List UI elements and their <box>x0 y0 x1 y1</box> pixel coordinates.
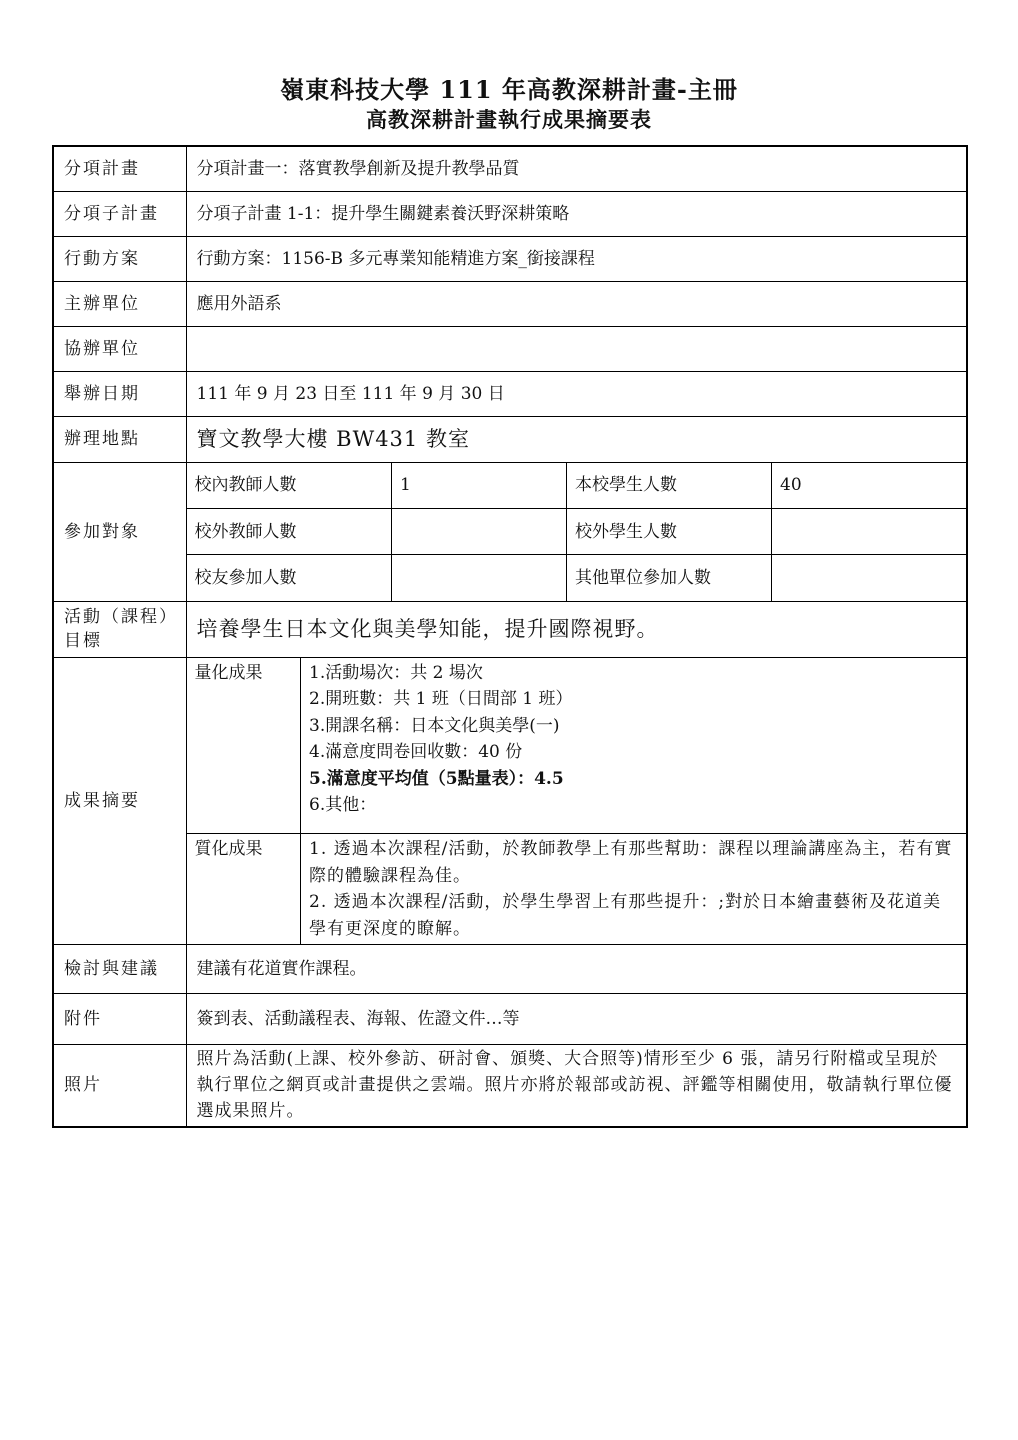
label-location: 辦理地點 <box>53 416 186 462</box>
label-objective: 活動（課程）目標 <box>53 601 186 657</box>
qual-item: 1. 透過本次課程/活動，於教師教學上有那些幫助：課程以理論講座為主，若有實際的體驗課程為佳。 <box>309 839 953 886</box>
value-location: 寶文教學大樓 BW431 教室 <box>186 416 967 462</box>
participants-row <box>187 509 968 555</box>
quant-item: 3.開課名稱：日本文化與美學(一) <box>309 715 560 736</box>
quant-label: 量化成果 <box>187 658 301 834</box>
participant-value <box>392 509 567 555</box>
results-grid <box>187 658 967 944</box>
label-participants: 參加對象 <box>53 462 186 601</box>
label-sub-plan: 分項計畫 <box>53 146 186 191</box>
row-location <box>53 416 967 462</box>
row-review <box>53 944 967 993</box>
row-objective <box>53 601 967 657</box>
label-organizer: 主辦單位 <box>53 281 186 326</box>
qual-list <box>301 834 967 944</box>
value-attachment: 簽到表、活動議程表、海報、佐證文件…等 <box>186 993 967 1044</box>
participant-key: 校外學生人數 <box>567 509 772 555</box>
participants-grid-cell <box>186 462 967 601</box>
document-title: 嶺東科技大學 111 年高教深耕計畫-主冊 <box>280 75 738 104</box>
participant-key: 校內教師人數 <box>187 463 392 509</box>
value-action-plan: 行動方案：1156-B 多元專業知能精進方案_銜接課程 <box>186 236 967 281</box>
value-sub-sub-plan: 分項子計畫 1-1：提升學生關鍵素養沃野深耕策略 <box>186 191 967 236</box>
participants-row <box>187 555 968 601</box>
row-photos <box>53 1044 967 1127</box>
row-sub-plan <box>53 146 967 191</box>
value-date: 111 年 9 月 23 日至 111 年 9 月 30 日 <box>186 371 967 416</box>
value-review: 建議有花道實作課程。 <box>186 944 967 993</box>
document-subtitle: 高教深耕計畫執行成果摘要表 <box>366 107 652 132</box>
participant-key: 本校學生人數 <box>567 463 772 509</box>
participant-key: 校友參加人數 <box>187 555 392 601</box>
label-sub-sub-plan: 分項子計畫 <box>53 191 186 236</box>
label-co-organizer: 協辦單位 <box>53 326 186 371</box>
quant-list <box>301 658 967 834</box>
participants-row <box>187 463 968 509</box>
row-results <box>53 657 967 944</box>
row-co-organizer <box>53 326 967 371</box>
value-objective: 培養學生日本文化與美學知能，提升國際視野。 <box>186 601 967 657</box>
row-action-plan <box>53 236 967 281</box>
label-review: 檢討與建議 <box>53 944 186 993</box>
qual-label: 質化成果 <box>187 834 301 944</box>
label-attachment: 附件 <box>53 993 186 1044</box>
value-organizer: 應用外語系 <box>186 281 967 326</box>
participant-value <box>392 555 567 601</box>
value-photos: 照片為活動(上課、校外參訪、研討會、頒獎、大合照等)情形至少 6 張，請另行附檔或呈現於執行單位之網頁或計畫提供之雲端。照片亦將於報部或訪視、評鑑等相關使用，敬請執行單位優選成果照片。 <box>186 1044 967 1127</box>
participants-grid <box>187 463 968 601</box>
quant-item: 4.滿意度問卷回收數：40 份 <box>309 742 523 762</box>
participant-key: 其他單位參加人數 <box>567 555 772 601</box>
label-action-plan: 行動方案 <box>53 236 186 281</box>
participant-value <box>772 555 968 601</box>
participant-value <box>772 509 968 555</box>
row-date <box>53 371 967 416</box>
label-date: 舉辦日期 <box>53 371 186 416</box>
value-co-organizer <box>186 326 967 371</box>
row-organizer <box>53 281 967 326</box>
quant-item: 1.活動場次：共 2 場次 <box>309 662 483 683</box>
label-photos: 照片 <box>53 1044 186 1127</box>
value-sub-plan: 分項計畫一：落實教學創新及提升教學品質 <box>186 146 967 191</box>
qual-row <box>187 834 967 944</box>
row-participants <box>53 462 967 601</box>
quant-item: 2.開班數：共 1 班（日間部 1 班） <box>309 689 573 709</box>
summary-table <box>52 145 968 1128</box>
label-results: 成果摘要 <box>53 657 186 944</box>
row-attachment <box>53 993 967 1044</box>
participant-value: 40 <box>772 463 968 509</box>
quant-row <box>187 658 967 834</box>
results-cell <box>186 657 967 944</box>
quant-item-satisfaction: 5.滿意度平均值（5點量表）：4.5 <box>309 768 564 789</box>
participant-value: 1 <box>392 463 567 509</box>
qual-item: 2. 透過本次課程/活動，於學生學習上有那些提升：;對於日本繪畫藝術及花道美學有更深度的瞭解。 <box>309 892 942 939</box>
participant-key: 校外教師人數 <box>187 509 392 555</box>
row-sub-sub-plan <box>53 191 967 236</box>
quant-item: 6.其他： <box>309 795 377 815</box>
